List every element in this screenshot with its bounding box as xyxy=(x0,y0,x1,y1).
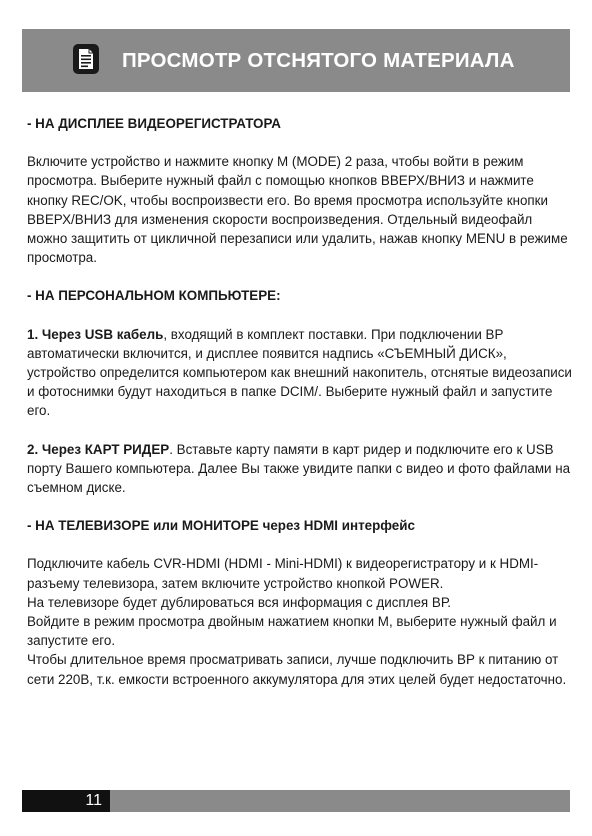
card-reader-label: 2. Через КАРТ РИДЕР xyxy=(27,441,170,457)
display-paragraph: Включите устройство и нажмите кнопку M (MODE) 2 раза, чтобы войти в режим просмотра. Выберите нужный файл с помощью кнопков ВВЕРХ/ВНИЗ и нажмите кнопку REC/OK, чтобы воспроизвести его. Во время просмотра используйте кнопки ВВЕРХ/ВНИЗ для изменения скорости воспроизведения. Отдельный видеофайл можно защитить от цикличной перезаписи или удалить, нажав кнопку MENU в режиме просмотра. xyxy=(27,154,568,266)
page-header xyxy=(22,29,570,92)
tv-paragraph-3: Войдите в режим просмотра двойным нажатием кнопки M, выберите нужный файл и запустите его. xyxy=(27,614,557,649)
page-title: ПРОСМОТР ОТСНЯТОГО МАТЕРИАЛА xyxy=(122,49,515,72)
tv-paragraph-4: Чтобы длительное время просматривать записи, лучше подключить ВР к питанию от сети 220В, т.к. емкости встроенного аккумулятора для этих целей будет недостаточно. xyxy=(27,652,567,687)
page-number: 11 xyxy=(22,790,110,812)
section-heading-pc: - НА ПЕРСОНАЛЬНОМ КОМПЬЮТЕРЕ: xyxy=(27,288,281,304)
usb-text: , входящий в комплект поставки. При подключении ВР автоматически включится, и дисплее появится надпись «СЪЕМНЫЙ ДИСК», устройство определится компьютером как внешний накопитель, отснятые видеозаписи и фотоснимки будут находиться в папке DCIM/. Выберите нужный файл и запустите его. xyxy=(27,326,572,419)
document-icon xyxy=(73,44,99,74)
tv-paragraph-2: На телевизоре будет дублироваться вся информация с дисплея ВР. xyxy=(27,594,451,610)
tv-paragraph-1: Подключите кабель CVR-HDMI (HDMI - Mini-HDMI) к видеорегистратору и к HDMI-разъему телевизора, затем включите устройство кнопкой POWER. xyxy=(27,556,539,591)
usb-label: 1. Через USB кабель xyxy=(27,326,164,342)
card-reader-paragraph xyxy=(27,440,573,498)
section-heading-tv: - НА ТЕЛЕВИЗОРЕ или МОНИТОРЕ через HDMI интерфейс xyxy=(27,518,415,534)
card-reader-text: . Вставьте карту памяти в карт ридер и подключите его к USB порту Вашего компьютера. Далее Вы также увидите папки с видео и фото файлами на съемном диске. xyxy=(27,441,571,496)
usb-paragraph xyxy=(27,325,573,421)
section-heading-display: - НА ДИСПЛЕЕ ВИДЕОРЕГИСТРАТОРА xyxy=(27,116,281,131)
page-footer xyxy=(22,790,570,812)
main-content xyxy=(27,114,573,689)
